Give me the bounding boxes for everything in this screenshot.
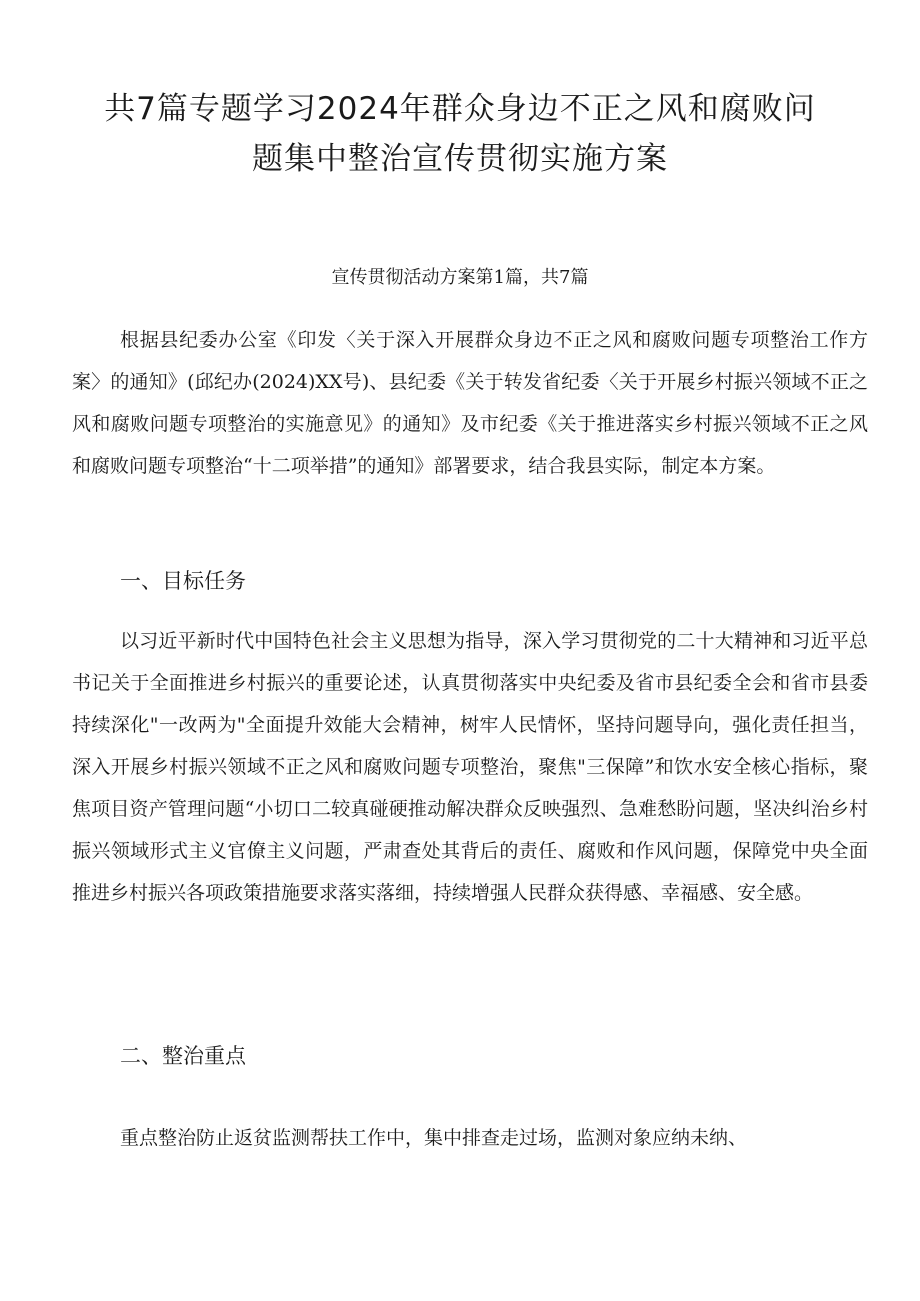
document-title — [60, 84, 860, 184]
title-line-1: 共7篇专题学习2024年群众身边不正之风和腐败问 — [104, 91, 816, 127]
section-paragraph-focus: 重点整治防止返贫监测帮扶工作中，集中排查走过场，监测对象应纳未纳、 — [120, 1127, 748, 1149]
document-subtitle: 宣传贯彻活动方案第1篇，共7篇 — [331, 267, 589, 288]
section-heading-focus: 二、整治重点 — [120, 1044, 246, 1068]
section-heading-goals: 一、目标任务 — [120, 569, 246, 593]
intro-paragraph: 根据县纪委办公室《印发〈关于深入开展群众身边不正之风和腐败问题专项整治工作方案〉的通知》(邱纪办(2024)XX号)、县纪委《关于转发省纪委〈关于开展乡村振兴领域不正之风和腐败问题专项整治的实施意见》的通知》及市纪委《关于推进落实乡村振兴领域不正之风和腐败问题专项整治“十二项举措”的通知》部署要求，结合我县实际，制定本方案。 — [72, 329, 868, 477]
title-line-2: 题集中整治宣传贯彻实施方案 — [252, 141, 668, 177]
section-paragraph-goals: 以习近平新时代中国特色社会主义思想为指导，深入学习贯彻党的二十大精神和习近平总书记关于全面推进乡村振兴的重要论述，认真贯彻落实中央纪委及省市县纪委全会和省市县委持续深化"一改两为"全面提升效能大会精神，树牢人民情怀，坚持问题导向，强化责任担当，深入开展乡村振兴领域不正之风和腐败问题专项整治，聚焦"三保障”和饮水安全核心指标，聚焦项目资产管理问题“小切口二较真碰硬推动解决群众反映强烈、急难愁盼问题，坚决纠治乡村振兴领域形式主义官僚主义问题，严肃查处其背后的责任、腐败和作风问题，保障党中央全面推进乡村振兴各项政策措施要求落实落细，持续增强人民群众获得感、幸福感、安全感。 — [72, 630, 868, 904]
